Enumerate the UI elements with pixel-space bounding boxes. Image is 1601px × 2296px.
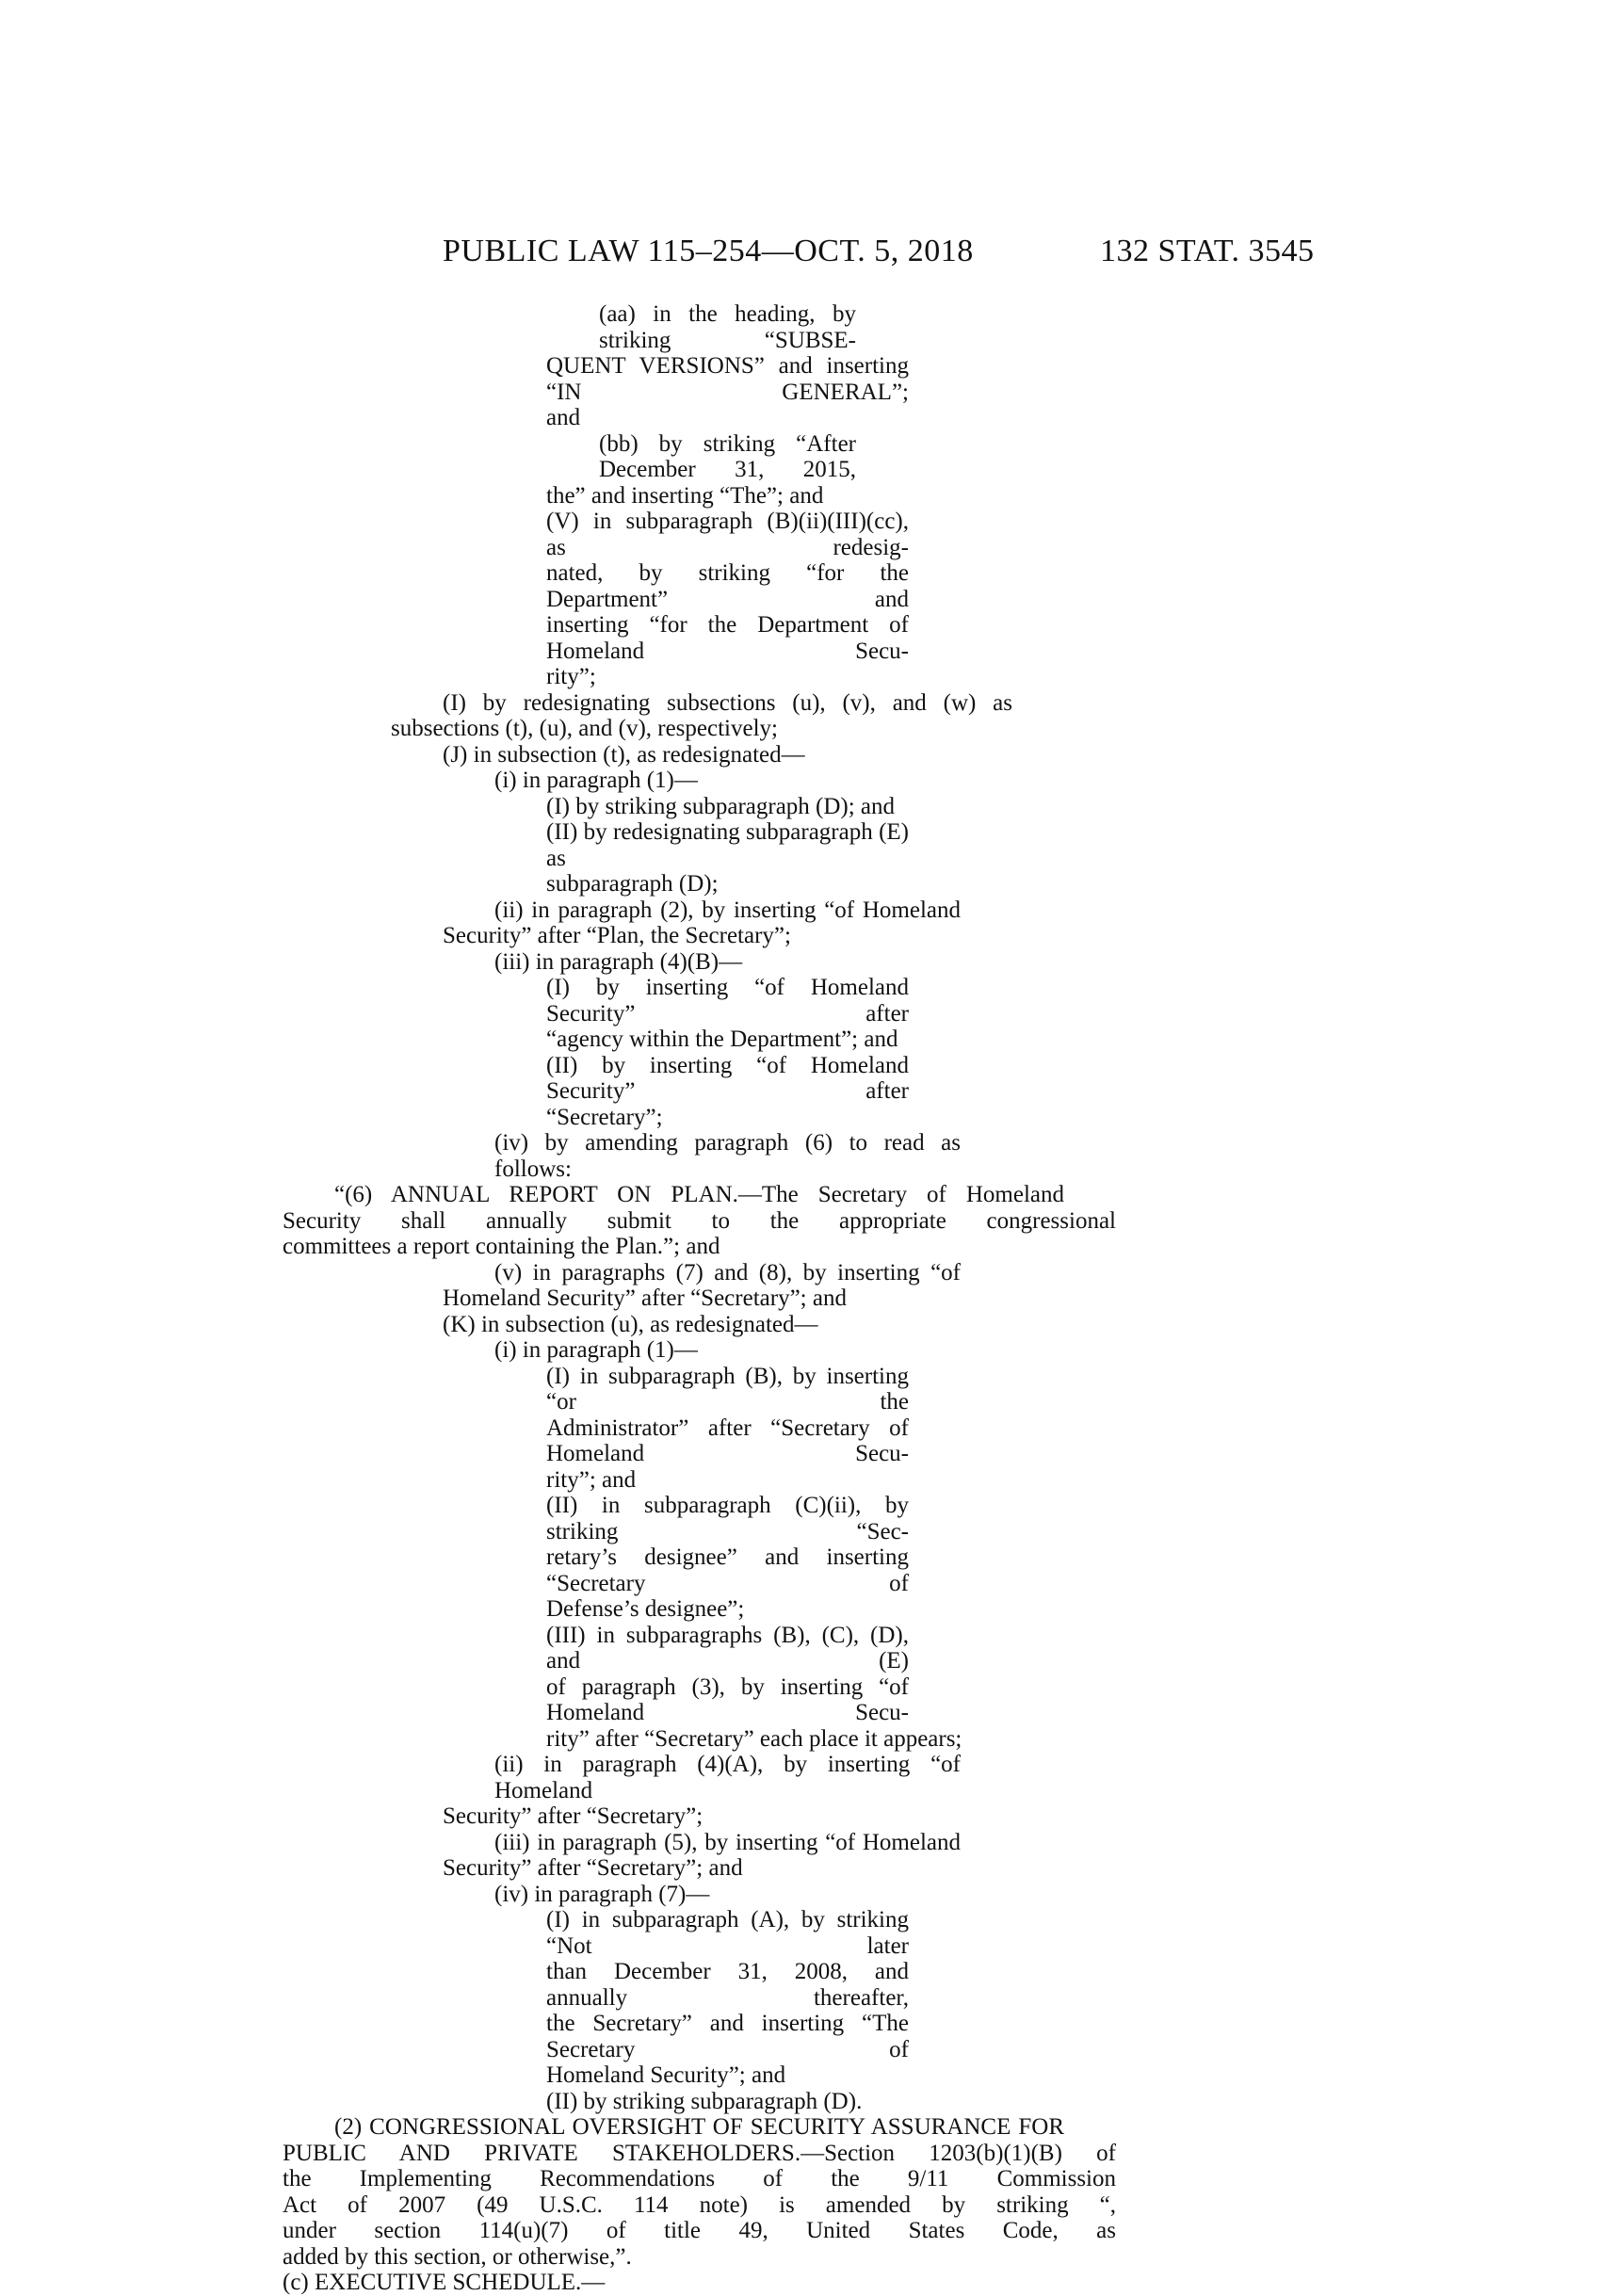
- text-line: added by this section, or otherwise,”.: [283, 2243, 632, 2270]
- text-line: Defense’s designee”;: [546, 1596, 745, 1622]
- running-header-right: 132 STAT. 3545: [1100, 234, 1315, 268]
- text-line: (v) in paragraphs (7) and (8), by inserting “of: [494, 1259, 961, 1285]
- text-line: PUBLIC AND PRIVATE STAKEHOLDERS.—Section 1203(b)(1)(B) of: [283, 2140, 1116, 2166]
- text-line: Homeland Security”; and: [546, 2062, 786, 2088]
- text-line: retary’s designee” and inserting “Secretary of: [546, 1544, 909, 1596]
- text-line: Administrator” after “Secretary of Homeland Secu-: [546, 1415, 909, 1466]
- text-line: Security” after “Secretary”; and: [443, 1855, 743, 1881]
- text-line: (c) EXECUTIVE SCHEDULE.—: [283, 2270, 606, 2295]
- text-line: (II) in subparagraph (C)(ii), by striking “Sec-: [546, 1493, 909, 1544]
- text-line: (J) in subsection (t), as redesignated—: [443, 741, 805, 768]
- text-line: “agency within the Department”; and: [546, 1027, 898, 1052]
- text-line: (iv) in paragraph (7)—: [494, 1881, 710, 1907]
- text-line: subsections (t), (u), and (v), respectively;: [391, 716, 778, 741]
- text-line: (II) by inserting “of Homeland Security” after: [546, 1052, 909, 1104]
- running-header-left: PUBLIC LAW 115–254—OCT. 5, 2018: [443, 234, 974, 268]
- text-line: (i) in paragraph (1)—: [494, 768, 698, 793]
- text-line: (II) by redesignating subparagraph (E) as: [546, 819, 909, 871]
- text-line: (iv) by amending paragraph (6) to read as follows:: [494, 1130, 961, 1182]
- text-line: inserting “for the Department of Homeland Secu-: [546, 612, 909, 664]
- text-line: Security” after “Secretary”;: [443, 1803, 703, 1829]
- text-line: subparagraph (D);: [546, 871, 719, 897]
- text-line: Act of 2007 (49 U.S.C. 114 note) is amended by striking “,: [283, 2191, 1116, 2218]
- text-line: (III) in subparagraphs (B), (C), (D), and (E): [546, 1622, 909, 1673]
- text-line: rity”; and: [546, 1466, 637, 1493]
- text-line: (ii) in paragraph (2), by inserting “of Homeland: [494, 897, 961, 923]
- text-line: committees a report containing the Plan.”; and: [283, 1234, 720, 1259]
- text-line: (II) by striking subparagraph (D).: [546, 2088, 863, 2114]
- text-line: (ii) in paragraph (4)(A), by inserting “of Homeland: [494, 1752, 961, 1803]
- text-line: (iii) in paragraph (5), by inserting “of Homeland: [494, 1829, 961, 1855]
- text-line: (I) in subparagraph (A), by striking “Not later: [546, 1907, 909, 1959]
- text-line: and: [546, 405, 581, 430]
- text-line: (I) by redesignating subsections (u), (v), and (w) as: [443, 689, 1012, 716]
- text-line: (I) by inserting “of Homeland Security” after: [546, 975, 909, 1027]
- text-line: rity” after “Secretary” each place it appears;: [546, 1725, 962, 1752]
- text-line: QUENT VERSIONS” and inserting “IN GENERAL”;: [546, 353, 909, 405]
- text-line: Security” after “Plan, the Secretary”;: [443, 923, 791, 948]
- text-line: (iii) in paragraph (4)(B)—: [494, 948, 743, 975]
- text-line: “(6) ANNUAL REPORT ON PLAN.—The Secretary of Homeland: [334, 1182, 1064, 1207]
- text-line: (I) in subparagraph (B), by inserting “or the: [546, 1363, 909, 1415]
- text-line: the” and inserting “The”; and: [546, 482, 824, 509]
- text-line: (K) in subsection (u), as redesignated—: [443, 1311, 818, 1337]
- text-line: (bb) by striking “After December 31, 2015,: [599, 430, 856, 482]
- text-line: Security shall annually submit to the appropriate congressional: [283, 1207, 1116, 1234]
- text-line: the Secretary” and inserting “The Secretary of: [546, 2011, 909, 2062]
- text-line: Homeland Security” after “Secretary”; and: [443, 1285, 847, 1311]
- text-line: “Secretary”;: [546, 1104, 663, 1130]
- text-line: (aa) in the heading, by striking “SUBSE-: [599, 301, 856, 353]
- text-line: of paragraph (3), by inserting “of Homeland Secu-: [546, 1673, 909, 1725]
- text-line: (i) in paragraph (1)—: [494, 1337, 698, 1363]
- text-line: (I) by striking subparagraph (D); and: [546, 793, 896, 819]
- text-line: rity”;: [546, 664, 596, 689]
- text-line: (V) in subparagraph (B)(ii)(III)(cc), as redesig-: [546, 509, 909, 560]
- statute-body-text: [283, 301, 1116, 2296]
- text-line: (2) CONGRESSIONAL OVERSIGHT OF SECURITY ASSURANCE FOR: [334, 2114, 1064, 2140]
- text-line: the Implementing Recommendations of the 9/11 Commission: [283, 2166, 1116, 2191]
- text-line: than December 31, 2008, and annually thereafter,: [546, 1959, 909, 2011]
- text-line: under section 114(u)(7) of title 49, United States Code, as: [283, 2218, 1116, 2243]
- text-line: nated, by striking “for the Department” and: [546, 560, 909, 612]
